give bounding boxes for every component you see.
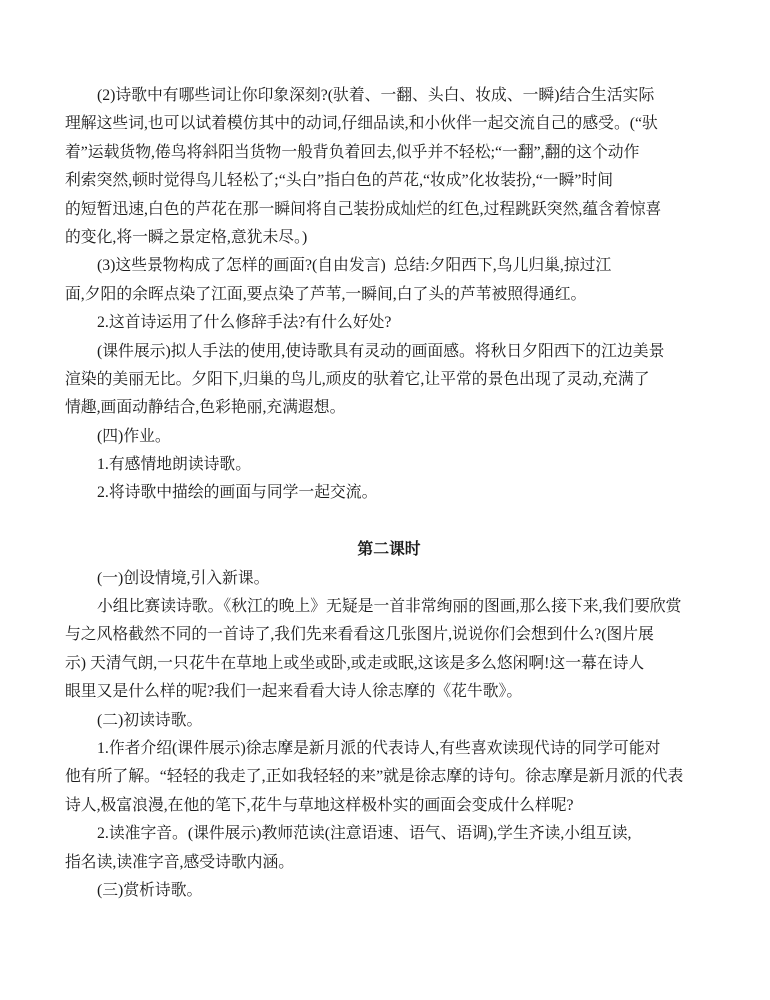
text-line: 理解这些词,也可以试着模仿其中的动词,仔细品读,和小伙伴一起交流自己的感受。(“驮 [65,115,658,133]
text-line: 指名读,读准字音,感受诗歌内涵。 [65,853,295,871]
text-line: 2.这首诗运用了什么修辞手法?有什么好处? [97,314,392,332]
text-line: 2.读准字音。(课件展示)教师范读(注意语速、语气、语调),学生齐读,小组互读, [97,825,632,843]
text-line: 眼里又是什么样的呢?我们一起来看看大诗人徐志摩的《花牛歌》。 [65,683,523,701]
text-line: 诗人,极富浪漫,在他的笔下,花牛与草地这样极朴实的画面会变成什么样呢? [65,796,574,814]
text-line: 的变化,将一瞬之景定格,意犹未尽。) [65,228,308,246]
text-line: 与之风格截然不同的一首诗了,我们先来看看这几张图片,说说你们会想到什么?(图片展 [65,626,654,644]
document-body [65,82,713,905]
text-line: (一)创设情境,引入新课。 [97,569,270,587]
text-line: (课件展示)拟人手法的使用,使诗歌具有灵动的画面感。将秋日夕阳西下的江边美景 [97,342,665,360]
text-line: (2)诗歌中有哪些词让你印象深刻?(驮着、一翻、头白、妆成、一瞬)结合生活实际 [97,87,655,104]
text-line: (四)作业。 [97,427,171,445]
text-line: 2.将诗歌中描绘的画面与同学一起交流。 [97,484,378,502]
text-line: 他有所了解。“轻轻的我走了,正如我轻轻的来”就是徐志摩的诗句。徐志摩是新月派的代表 [65,768,684,786]
text-line: 面,夕阳的余晖点染了江面,要点染了芦苇,一瞬间,白了头的芦苇被照得通红。 [65,285,587,303]
text-line: 小组比赛读诗歌。《秋江的晚上》无疑是一首非常绚丽的图画,那么接下来,我们要欣赏 [97,598,682,616]
text-line: 渲染的美丽无比。夕阳下,归巢的鸟儿,顽皮的驮着它,让平常的景色出现了灵动,充满了 [65,370,650,388]
text-line: (三)赏析诗歌。 [97,881,203,899]
blank-line [65,508,713,536]
text-line: (二)初读诗歌。 [97,711,203,729]
text-line: 示) 天清气朗,一只花牛在草地上或坐或卧,或走或眠,这该是多么悠闲啊!这一幕在诗人 [65,654,645,672]
text-line: (3)这些景物构成了怎样的画面?(自由发言) 总结:夕阳西下,鸟儿归巢,掠过江 [97,257,612,275]
text-line: 1.有感情地朗读诗歌。 [97,456,252,474]
section-heading: 第二课时 [357,541,421,559]
text-line: 的短暂迅速,白色的芦花在那一瞬间将自己装扮成灿烂的红色,过程跳跃突然,蕴含着惊喜 [65,200,662,218]
text-line: 1.作者介绍(课件展示)徐志摩是新月派的代表诗人,有些喜欢读现代诗的同学可能对 [97,739,661,757]
text-line: 利索突然,顿时觉得鸟儿轻松了;“头白”指白色的芦花,“妆成”化妆装扮,“一瞬”时间 [65,172,614,190]
text-line: 情趣,画面动静结合,色彩艳丽,充满遐想。 [65,399,346,417]
text-line: 着”运载货物,倦鸟将斜阳当货物一般背负着回去,似乎并不轻松;“一翻”,翻的这个动作 [65,143,640,161]
